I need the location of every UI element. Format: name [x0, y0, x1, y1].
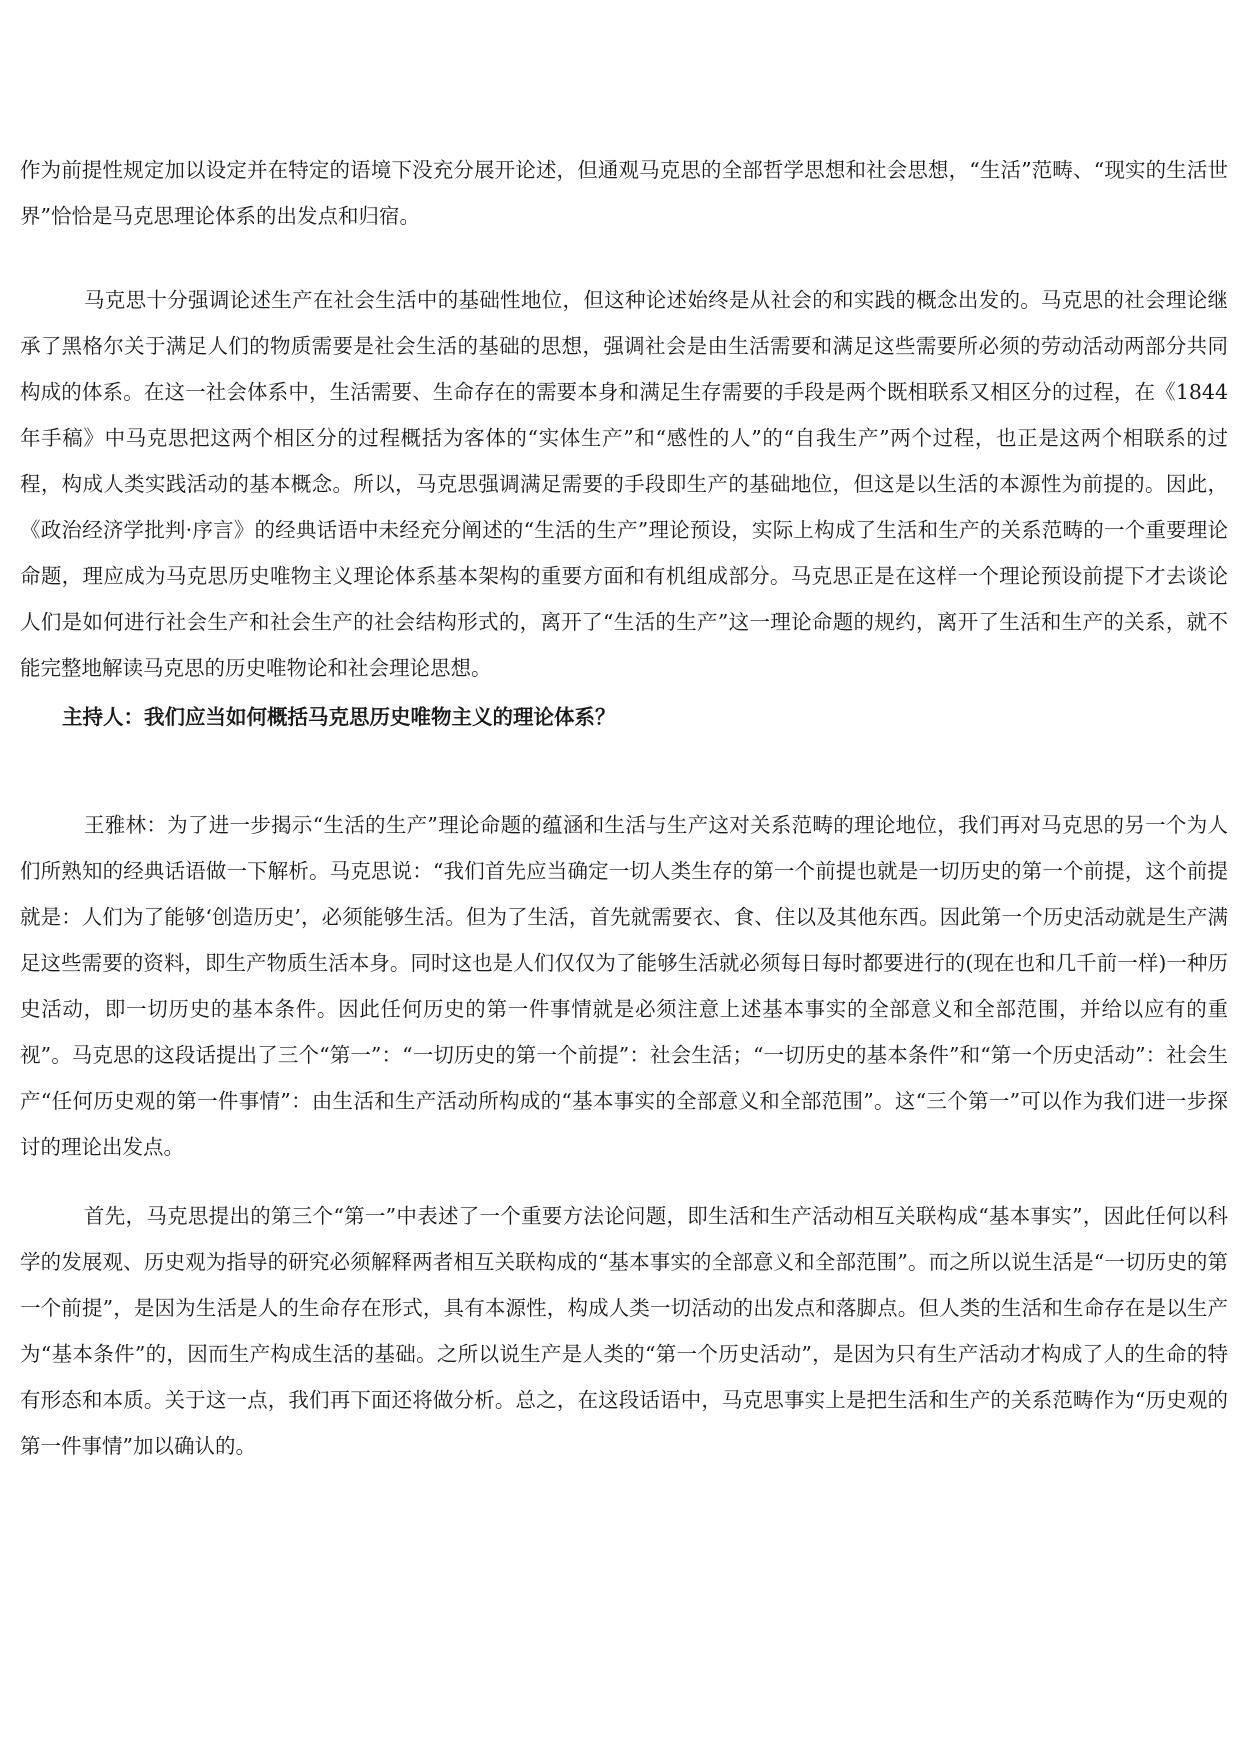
paragraph-life-and-production: 马克思十分强调论述生产在社会生活中的基础性地位，但这种论述始终是从社会的和实践的概念出发的。马克思的社会理论继承了黑格尔关于满足人们的物质需要是社会生活的基础的思想，强调社会是由生活需要和满足这些需要所必须的劳动活动两部分共同构成的体系。在这一社会体系中，生活需要、生命存在的需要本身和满足生存需要的手段是两个既相联系又相区分的过程，在《1844年手稿》中马克思把这两个相区分的过程概括为客体的“实体生产”和“感性的人”的“自我生产”两个过程，也正是这两个相联系的过程，构成人类实践活动的基本概念。所以，马克思强调满足需要的手段即生产的基础地位，但这是以生活的本源性为前提的。因此，《政治经济学批判·序言》的经典话语中未经充分阐述的“生活的生产”理论预设，实际上构成了生活和生产的关系范畴的一个重要理论命题，理应成为马克思历史唯物主义理论体系基本架构的重要方面和有机组成部分。马克思正是在这样一个理论预设前提下才去谈论人们是如何进行社会生产和社会生产的社会结构形式的，离开了“生活的生产”这一理论命题的规约，离开了生活和生产的关系，就不能完整地解读马克思的历史唯物论和社会理论思想。 — [20, 287, 1228, 680]
paragraph-methodology: 首先，马克思提出的第三个“第一”中表述了一个重要方法论问题，即生活和生产活动相互关联构成“基本事实”，因此任何以科学的发展观、历史观为指导的研究必须解释两者相互关联构成的“基本事实的全部意义和全部范围”。而之所以说生活是“一切历史的第一个前提”，是因为生活是人的生命存在形式，具有本源性，构成人类一切活动的出发点和落脚点。但人类的生活和生命存在是以生产为“基本条件”的，因而生产构成生活的基础。之所以说生产是人类的“第一个历史活动”，是因为只有生产活动才构成了人的生命的特有形态和本质。关于这一点，我们再下面还将做分析。总之，在这段话语中，马克思事实上是把生活和生产的关系范畴作为“历史观的第一件事情”加以确认的。 — [20, 1203, 1228, 1458]
paragraph-wang-yalin-reply: 王雅林：为了进一步揭示“生活的生产”理论命题的蕴涵和生活与生产这对关系范畴的理论地位，我们再对马克思的另一个为人们所熟知的经典话语做一下解析。马克思说：“我们首先应当确定一切人类生存的第一个前提也就是一切历史的第一个前提，这个前提就是：人们为了能够‘创造历史’，必须能够生活。但为了生活，首先就需要衣、食、住以及其他东西。因此第一个历史活动就是生产满足这些需要的资料，即生产物质生活本身。同时这也是人们仅仅为了能够生活就必须每日每时都要进行的(现在也和几千前一样)一种历史活动，即一切历史的基本条件。因此任何历史的第一件事情就是必须注意上述基本事实的全部意义和全部范围，并给以应有的重视”。马克思的这段话提出了三个“第一”：“一切历史的第一个前提”：社会生活；“一切历史的基本条件”和“第一个历史活动”：社会生产“任何历史观的第一件事情”：由生活和生产活动所构成的“基本事实的全部意义和全部范围”。这“三个第一”可以作为我们进一步探讨的理论出发点。 — [20, 812, 1228, 1159]
host-question-heading: 主持人：我们应当如何概括马克思历史唯物主义的理论体系？ — [62, 705, 616, 729]
paragraph-intro-continuation: 作为前提性规定加以设定并在特定的语境下没充分展开论述，但通观马克思的全部哲学思想和社会思想，“生活”范畴、“现实的生活世界”恰恰是马克思理论体系的出发点和归宿。 — [20, 157, 1228, 228]
